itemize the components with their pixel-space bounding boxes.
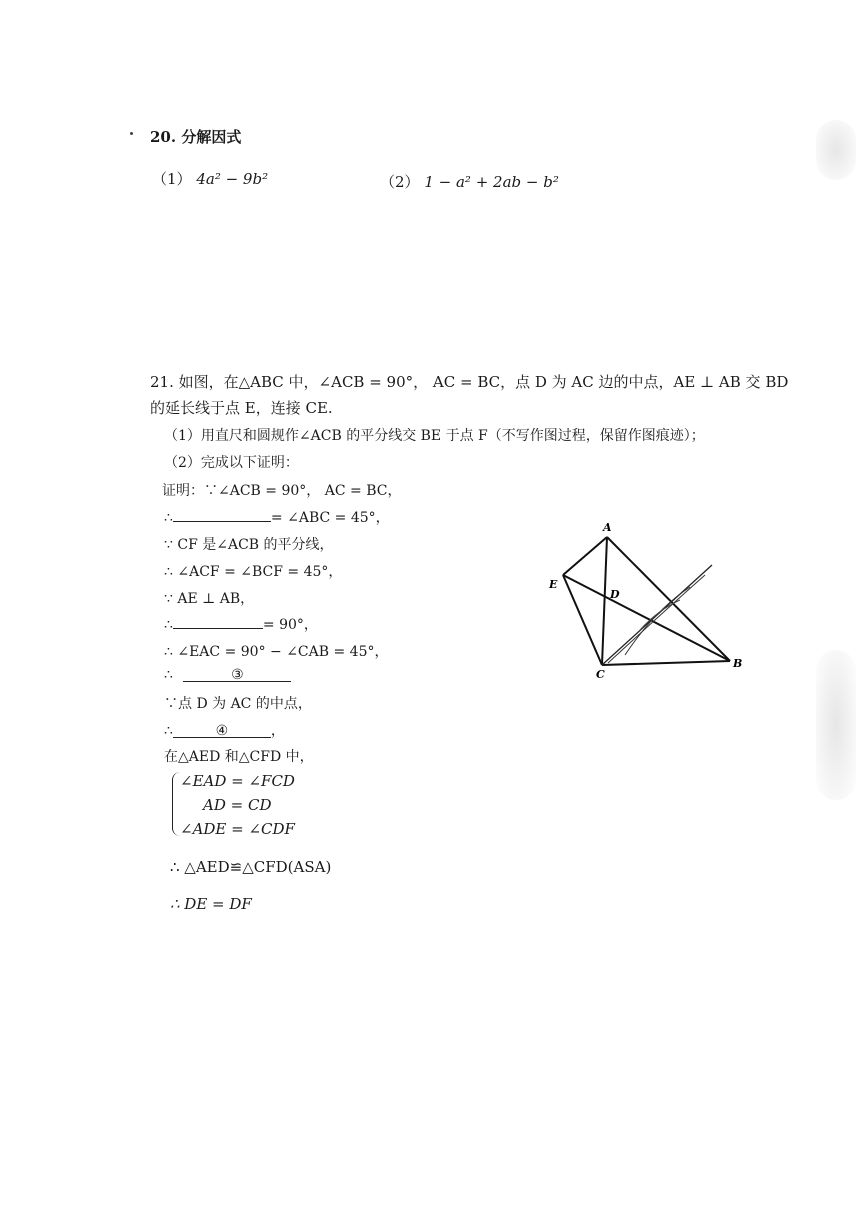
segment-ab — [607, 537, 730, 661]
label-c: C — [596, 668, 605, 681]
segment-ac — [602, 537, 607, 665]
q21-sub1: （1）用直尺和圆规作∠ACB 的平分线交 BE 于点 F（不写作图过程，保留作图痕迹）； — [164, 428, 705, 444]
proof-line-6 — [164, 614, 318, 634]
q20-part2-expr: 1 − a² + 2ab − b² — [424, 173, 559, 191]
q21-stem-line2: 的延长线于点 E，连接 CE. — [150, 399, 333, 417]
q20-heading: 20. 分解因式 — [150, 128, 242, 146]
proof-line-2-rest: = ∠ABC = 45°， — [270, 510, 390, 526]
proof-line-4: ∴ ∠ACF = ∠BCF = 45°， — [164, 564, 343, 580]
proof-line-7: ∴ ∠EAC = 90° − ∠CAB = 45°， — [164, 644, 389, 660]
system-line-1: ∠EAD = ∠FCD — [180, 772, 295, 790]
proof-line-9: ∵点 D 为 AC 的中点， — [164, 696, 312, 712]
q20-part1-num: （1） — [152, 170, 192, 188]
q20-part2 — [380, 171, 559, 192]
proof-line-12: ∴ △AED≌△CFD(ASA) — [170, 858, 332, 876]
label-e: E — [549, 578, 558, 591]
system-line-3: ∠ADE = ∠CDF — [180, 820, 295, 838]
proof-therefore: ∴ — [164, 617, 173, 633]
label-a: A — [603, 521, 612, 534]
q21-sub2: （2）完成以下证明： — [164, 455, 299, 471]
answer-blank-2[interactable] — [173, 614, 263, 629]
proof-line-1: 证明：∵∠ACB = 90°， AC = BC， — [162, 483, 402, 499]
segment-cb — [602, 661, 730, 665]
q20-part1 — [152, 168, 268, 189]
scan-shadow — [816, 120, 856, 180]
proof-line-11: 在△AED 和△CFD 中， — [164, 749, 314, 765]
proof-line-13: ∴ DE = DF — [170, 895, 252, 913]
proof-line-2 — [164, 507, 390, 527]
proof-line-10 — [164, 720, 285, 740]
proof-therefore: ∴ — [164, 723, 173, 739]
q20-part1-expr: 4a² − 9b² — [196, 170, 269, 188]
label-d: D — [610, 588, 620, 601]
proof-line-3: ∵ CF 是∠ACB 的平分线， — [164, 537, 334, 553]
segment-eb — [563, 575, 730, 661]
answer-blank-3[interactable]: ③ — [183, 667, 291, 682]
scan-speck — [130, 132, 133, 135]
proof-therefore: ∴ — [164, 510, 173, 526]
answer-blank-1[interactable] — [173, 507, 271, 522]
segment-ec — [563, 575, 602, 665]
q20-part2-num: （2） — [380, 173, 420, 191]
label-b: B — [733, 657, 743, 670]
system-line-2: AD = CD — [203, 796, 272, 814]
proof-line-6-rest: = 90°， — [262, 617, 318, 633]
proof-therefore: ∴ — [164, 667, 173, 683]
scan-shadow — [816, 650, 856, 800]
proof-line-10-rest: ， — [270, 723, 285, 739]
geometry-figure — [540, 515, 760, 690]
answer-blank-4[interactable]: ④ — [173, 723, 271, 738]
q21-stem-line1: 21. 如图，在△ABC 中，∠ACB = 90°， AC = BC，点 D 为 AC 边的中点，AE ⊥ AB 交 BD — [150, 373, 789, 391]
proof-line-5: ∵ AE ⊥ AB， — [164, 591, 255, 607]
proof-line-8 — [164, 667, 291, 683]
segment-ae — [563, 537, 607, 575]
